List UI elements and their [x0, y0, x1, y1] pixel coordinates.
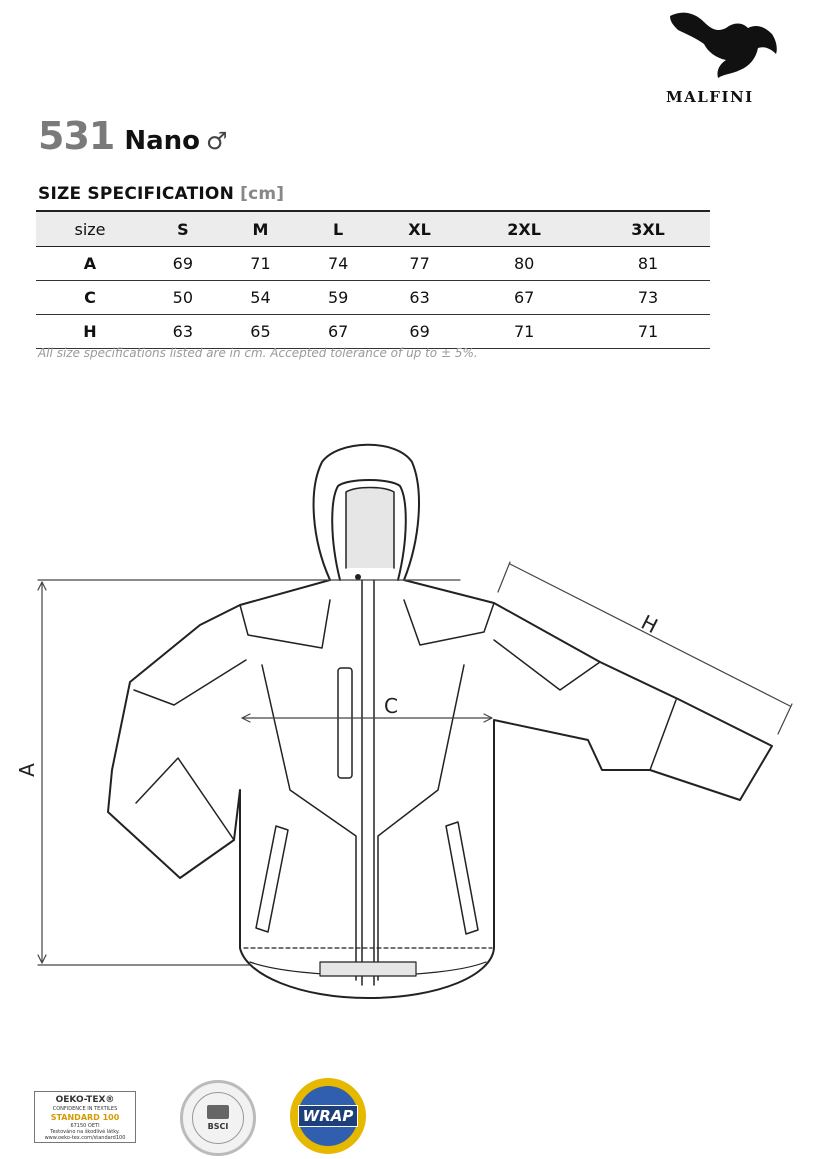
- cell: 69: [144, 247, 222, 281]
- col-header: XL: [377, 211, 462, 247]
- cell: 81: [586, 247, 710, 281]
- wrap-badge: [290, 1078, 366, 1154]
- bsci-label: BSCI: [207, 1122, 229, 1131]
- row-label: H: [36, 315, 144, 349]
- cell: 65: [222, 315, 300, 349]
- label-h: H: [637, 609, 662, 639]
- cell: 63: [144, 315, 222, 349]
- col-header: 2XL: [462, 211, 586, 247]
- measure-h: [498, 562, 792, 734]
- bsci-badge: [180, 1080, 256, 1156]
- cell: 71: [462, 315, 586, 349]
- cell: 74: [299, 247, 377, 281]
- cell: 73: [586, 281, 710, 315]
- oeko-line1: Testováno na škodlivé látky.: [50, 1128, 120, 1135]
- left-cuff: [136, 758, 234, 840]
- spec-unit: [cm]: [240, 184, 285, 204]
- cell: 50: [144, 281, 222, 315]
- spec-heading: [38, 184, 284, 204]
- col-header: L: [299, 211, 377, 247]
- eagle-icon: [668, 8, 780, 80]
- cell: 71: [586, 315, 710, 349]
- jacket-diagram: [0, 420, 813, 1080]
- cell: 67: [462, 281, 586, 315]
- product-title: [38, 114, 228, 158]
- right-yoke: [404, 600, 494, 645]
- chest-pocket: [338, 668, 352, 778]
- hem-tab: [320, 962, 416, 976]
- col-header: S: [144, 211, 222, 247]
- product-name: Nano: [124, 126, 201, 156]
- right-cuff: [650, 700, 676, 770]
- wrap-label: WRAP: [298, 1105, 359, 1127]
- row-label: C: [36, 281, 144, 315]
- oeko-standard: STANDARD 100: [50, 1112, 120, 1122]
- malfini-logo: [660, 8, 790, 106]
- cell: 71: [222, 247, 300, 281]
- table-row: [36, 247, 710, 281]
- left-pocket: [256, 826, 288, 932]
- male-icon: ♂: [206, 127, 228, 155]
- size-table: [36, 210, 710, 349]
- oeko-tex-badge: [34, 1091, 136, 1143]
- oeko-sub: CONFIDENCE IN TEXTILES: [52, 1106, 118, 1113]
- zipper-pull: [355, 574, 361, 580]
- body-outline: [108, 580, 772, 998]
- cell: 69: [377, 315, 462, 349]
- oeko-code: 67150 OETI: [70, 1122, 100, 1129]
- label-a: A: [14, 763, 39, 777]
- left-yoke: [240, 600, 330, 648]
- hood-inner: [346, 488, 394, 569]
- table-row: [36, 315, 710, 349]
- cell: 59: [299, 281, 377, 315]
- measure-a: [38, 580, 460, 965]
- oeko-line2: www.oeko-tex.com/standard100: [44, 1135, 126, 1141]
- tolerance-note: All size specifications listed are in cm. Accepted tolerance of up to ± 5%.: [38, 346, 478, 360]
- oeko-title: OEKO-TEX®: [55, 1095, 115, 1105]
- col-header: 3XL: [586, 211, 710, 247]
- cell: 54: [222, 281, 300, 315]
- size-table-header-row: [36, 211, 710, 247]
- brand-name: MALFINI: [666, 88, 754, 106]
- row-label: A: [36, 247, 144, 281]
- product-code: 531: [38, 114, 115, 158]
- left-sleeve-seam: [134, 660, 246, 705]
- left-panel: [262, 665, 356, 980]
- cell: 80: [462, 247, 586, 281]
- right-sleeve-seam: [494, 640, 600, 690]
- cell: 67: [299, 315, 377, 349]
- col-header: size: [36, 211, 144, 247]
- measure-c: [242, 714, 492, 722]
- cell: 77: [377, 247, 462, 281]
- cell: 63: [377, 281, 462, 315]
- label-c: C: [384, 694, 398, 718]
- table-row: [36, 281, 710, 315]
- col-header: M: [222, 211, 300, 247]
- right-pocket: [446, 822, 478, 934]
- bsci-icon: [207, 1105, 229, 1119]
- spec-heading-text: SIZE SPECIFICATION: [38, 184, 234, 204]
- center-zipper: [362, 580, 374, 985]
